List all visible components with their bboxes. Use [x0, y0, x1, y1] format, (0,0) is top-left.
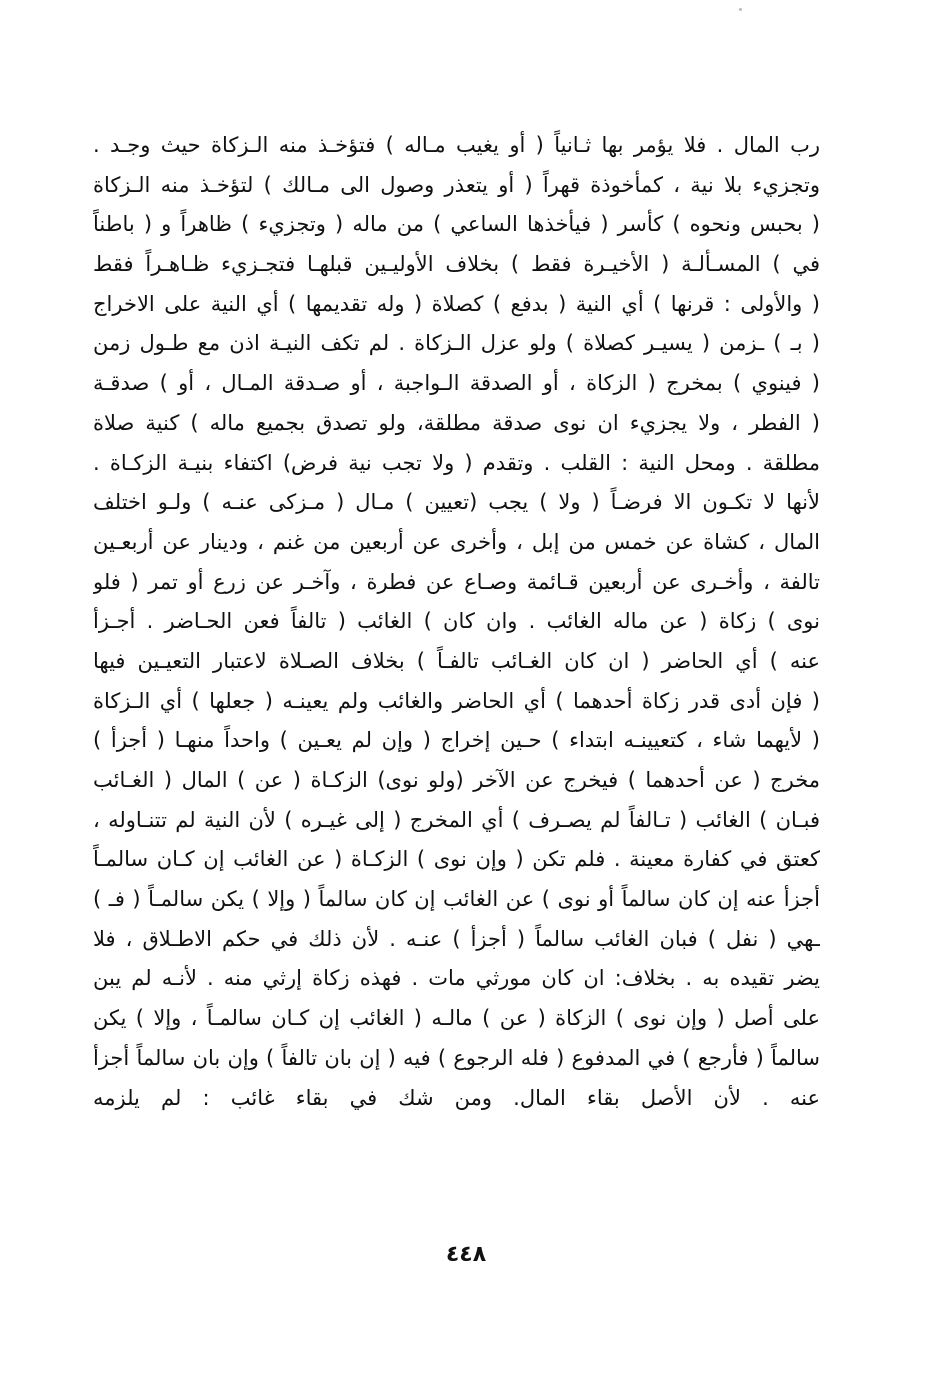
- text-line: يضر تقيده به . بخلاف: ان كان مورثي مات . فهذه زكاة إرثي منه . لأنـه لم يبن: [93, 966, 820, 991]
- text-line: تالفة ، وأخـرى عن أربعين قـائمة وصـاع عن فطرة ، وآخـر عن زرع أو تمر ( فلو: [93, 569, 820, 594]
- text-line: المال ، كشاة عن خمس من إبل ، وأخرى عن أربعين من غنم ، ودينار عن أربعـين: [93, 529, 820, 554]
- text-line: فبـان ) الغائب ( تـالفاً لم يصـرف ) أي المخرج ( إلى غيـره ) لأن النية لم تتنـاوله ،: [93, 807, 820, 832]
- text-line: سالماً ( فأرجع ) في المدفوع ( فله الرجوع ) فيه ( إن بان تالفاً ) وإن بان سالماً أجزأ: [93, 1045, 820, 1070]
- text-line: ( بـ ) ـزمن ( يسيـر كصلاة ) ولو عزل الـزكاة . لم تكف النيـة اذن مع طـول زمن: [93, 331, 820, 356]
- text-line: مخرج ( عن أحدهما ) فيخرج عن الآخر (ولو نوى) الزكـاة ( عن ) المال ( الغـائب: [93, 768, 820, 792]
- text-line: أجزأ عنه إن كان سالماً أو نوى ) عن الغائب إن كان سالماً ( وإلا ) يكن سالمـاً ( فـ ): [93, 887, 820, 912]
- text-line: ( الفطر ، ولا يجزيء ان نوى صدقة مطلقة، ولو تصدق بجميع ماله ) كنية صلاة: [93, 410, 820, 435]
- text-line: كعتق في كفارة معينة . فلم تكن ( وإن نوى ) الزكـاة ( عن الغائب إن كـان سالمـاً: [93, 847, 820, 872]
- text-line: وتجزيء بلا نية ، كمأخوذة قهراً ( أو يتعذر وصول الى مـالك ) لتؤخـذ منه الـزكاة: [93, 172, 820, 197]
- text-line: رب المال . فلا يؤمر بها ثـانياً ( أو يغيب مـاله ) فتؤخـذ منه الـزكاة حيث وجـد .: [93, 133, 820, 157]
- text-line: على أصل ( وإن نوى ) الزكاة ( عن ) مالـه ( الغائب إن كـان سالمـاً ، وإلا ) يكن: [93, 1006, 820, 1031]
- text-line: ( والأولى : قرنها ) أي النية ( بدفع ) كصلاة ( وله تقديمها ) أي النية على الاخراج: [93, 291, 820, 316]
- page-number: ٤٤٨: [445, 1242, 487, 1267]
- text-line: لأنها لا تكـون الا فرضـاً ( ولا ) يجب (تعيين ) مـال ( مـزكى عنـه ) ولـو اختلف: [93, 490, 820, 515]
- scan-speck: [739, 8, 742, 11]
- text-line: عنه . لأن الأصل بقاء المال. ومن شك في بقاء غائب : لم يلزمه: [93, 1085, 820, 1110]
- text-line: في ) المسـألـة ( الأخيـرة فقط ) بخلاف الأوليـين قبلهـا فتجـزيء ظـاهـراً فقط: [93, 252, 820, 277]
- text-line: نوى ) زكاة ( عن ماله الغائب . وان كان ) الغائب ( تالفاً فعن الحـاضر . أجـزأ: [93, 609, 820, 634]
- text-line: ( فينوي ) بمخرج ( الزكاة ، أو الصدقة الـواجبة ، أو صـدقة المـال ، أو ) صدقـة: [93, 371, 820, 396]
- text-line: مطلقة . ومحل النية : القلب . وتقدم ( ولا تجب نية فرض) اكتفاء بنيـة الزكـاة .: [93, 450, 820, 475]
- body-text: [93, 126, 820, 1118]
- text-line: ( لأيهما شاء ، كتعيينـه ابتداء ) حـين إخراج ( وإن لم يعـين ) واحداً منهـا ( أجزأ ): [93, 728, 820, 753]
- text-line: ( فإن أدى قدر زكاة أحدهما ) أي الحاضر والغائب ولم يعينـه ( جعلها ) أي الـزكاة: [93, 688, 820, 713]
- text-line: عنه ) أي الحاضر ( ان كان الغـائب تالفـاً ) بخلاف الصـلاة لاعتبار التعيـين فيها: [93, 648, 820, 673]
- text-line: ـهي ( نفل ) فبان الغائب سالماً ( أجزأ ) عنـه . لأن ذلك في حكم الاطـلاق ، فلا: [93, 926, 820, 951]
- text-line: ( بحبس ونحوه ) كأسر ( فيأخذها الساعي ) من ماله ( وتجزيء ) ظاهراً و ( باطناً: [93, 212, 820, 237]
